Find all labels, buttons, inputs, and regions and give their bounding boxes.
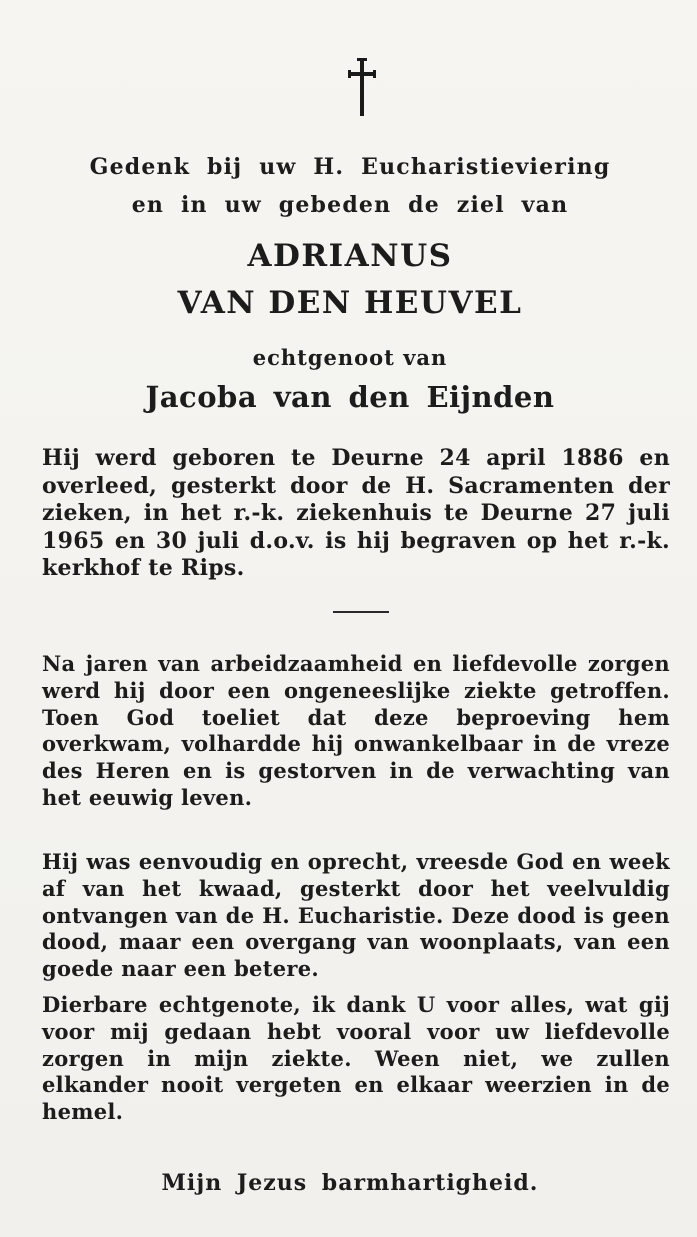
intro-text [30,148,670,224]
closing-prayer: Mijn Jezus barmhartigheid. [161,1170,539,1196]
cross-icon [346,58,378,118]
spouse-name: Jacoba van den Eijnden [145,380,555,414]
paragraph-3: Dierbare echtgenote, ik dank U voor alles, wat gij voor mij gedaan hebt vooral voor uw liefdevolle zorgen in mijn ziekte. Ween niet, we zullen elkander nooit vergeten en elkaar weerzien in de hemel. [42,992,670,1125]
divider [333,611,389,613]
biography-paragraph: Hij werd geboren te Deurne 24 april 1886 en overleed, gesterkt door de H. Sacramenten der zieken, in het r.-k. ziekenhuis te Deurne 27 juli 1965 en 30 juli d.o.v. is hij begraven op het r.-k. kerkhof te Rips. [42,445,670,581]
intro-line-2: en in uw gebeden de ziel van [131,192,569,218]
intro-line-1: Gedenk bij uw H. Eucharistieviering [89,154,611,180]
spouse-label: echtgenoot van [252,345,448,370]
paragraph-1: Na jaren van arbeidzaamheid en liefdevolle zorgen werd hij door een ongeneeslijke ziekte getroffen. Toen God toeliet dat deze beproeving hem overkwam, volhardde hij onwankelbaar in de vreze des Heren en is gestorven in de verwachting van het eeuwig leven. [42,651,670,810]
paragraph-2: Hij was eenvoudig en oprecht, vreesde God en week af van het kwaad, gesterkt door het veelvuldig ontvangen van de H. Eucharistie. Deze dood is geen dood, maar een overgang van woonplaats, van een goede naar een betere. [42,849,670,982]
deceased-last-name: VAN DEN HEUVEL [177,285,523,321]
deceased-first-name: ADRIANUS [247,238,453,274]
